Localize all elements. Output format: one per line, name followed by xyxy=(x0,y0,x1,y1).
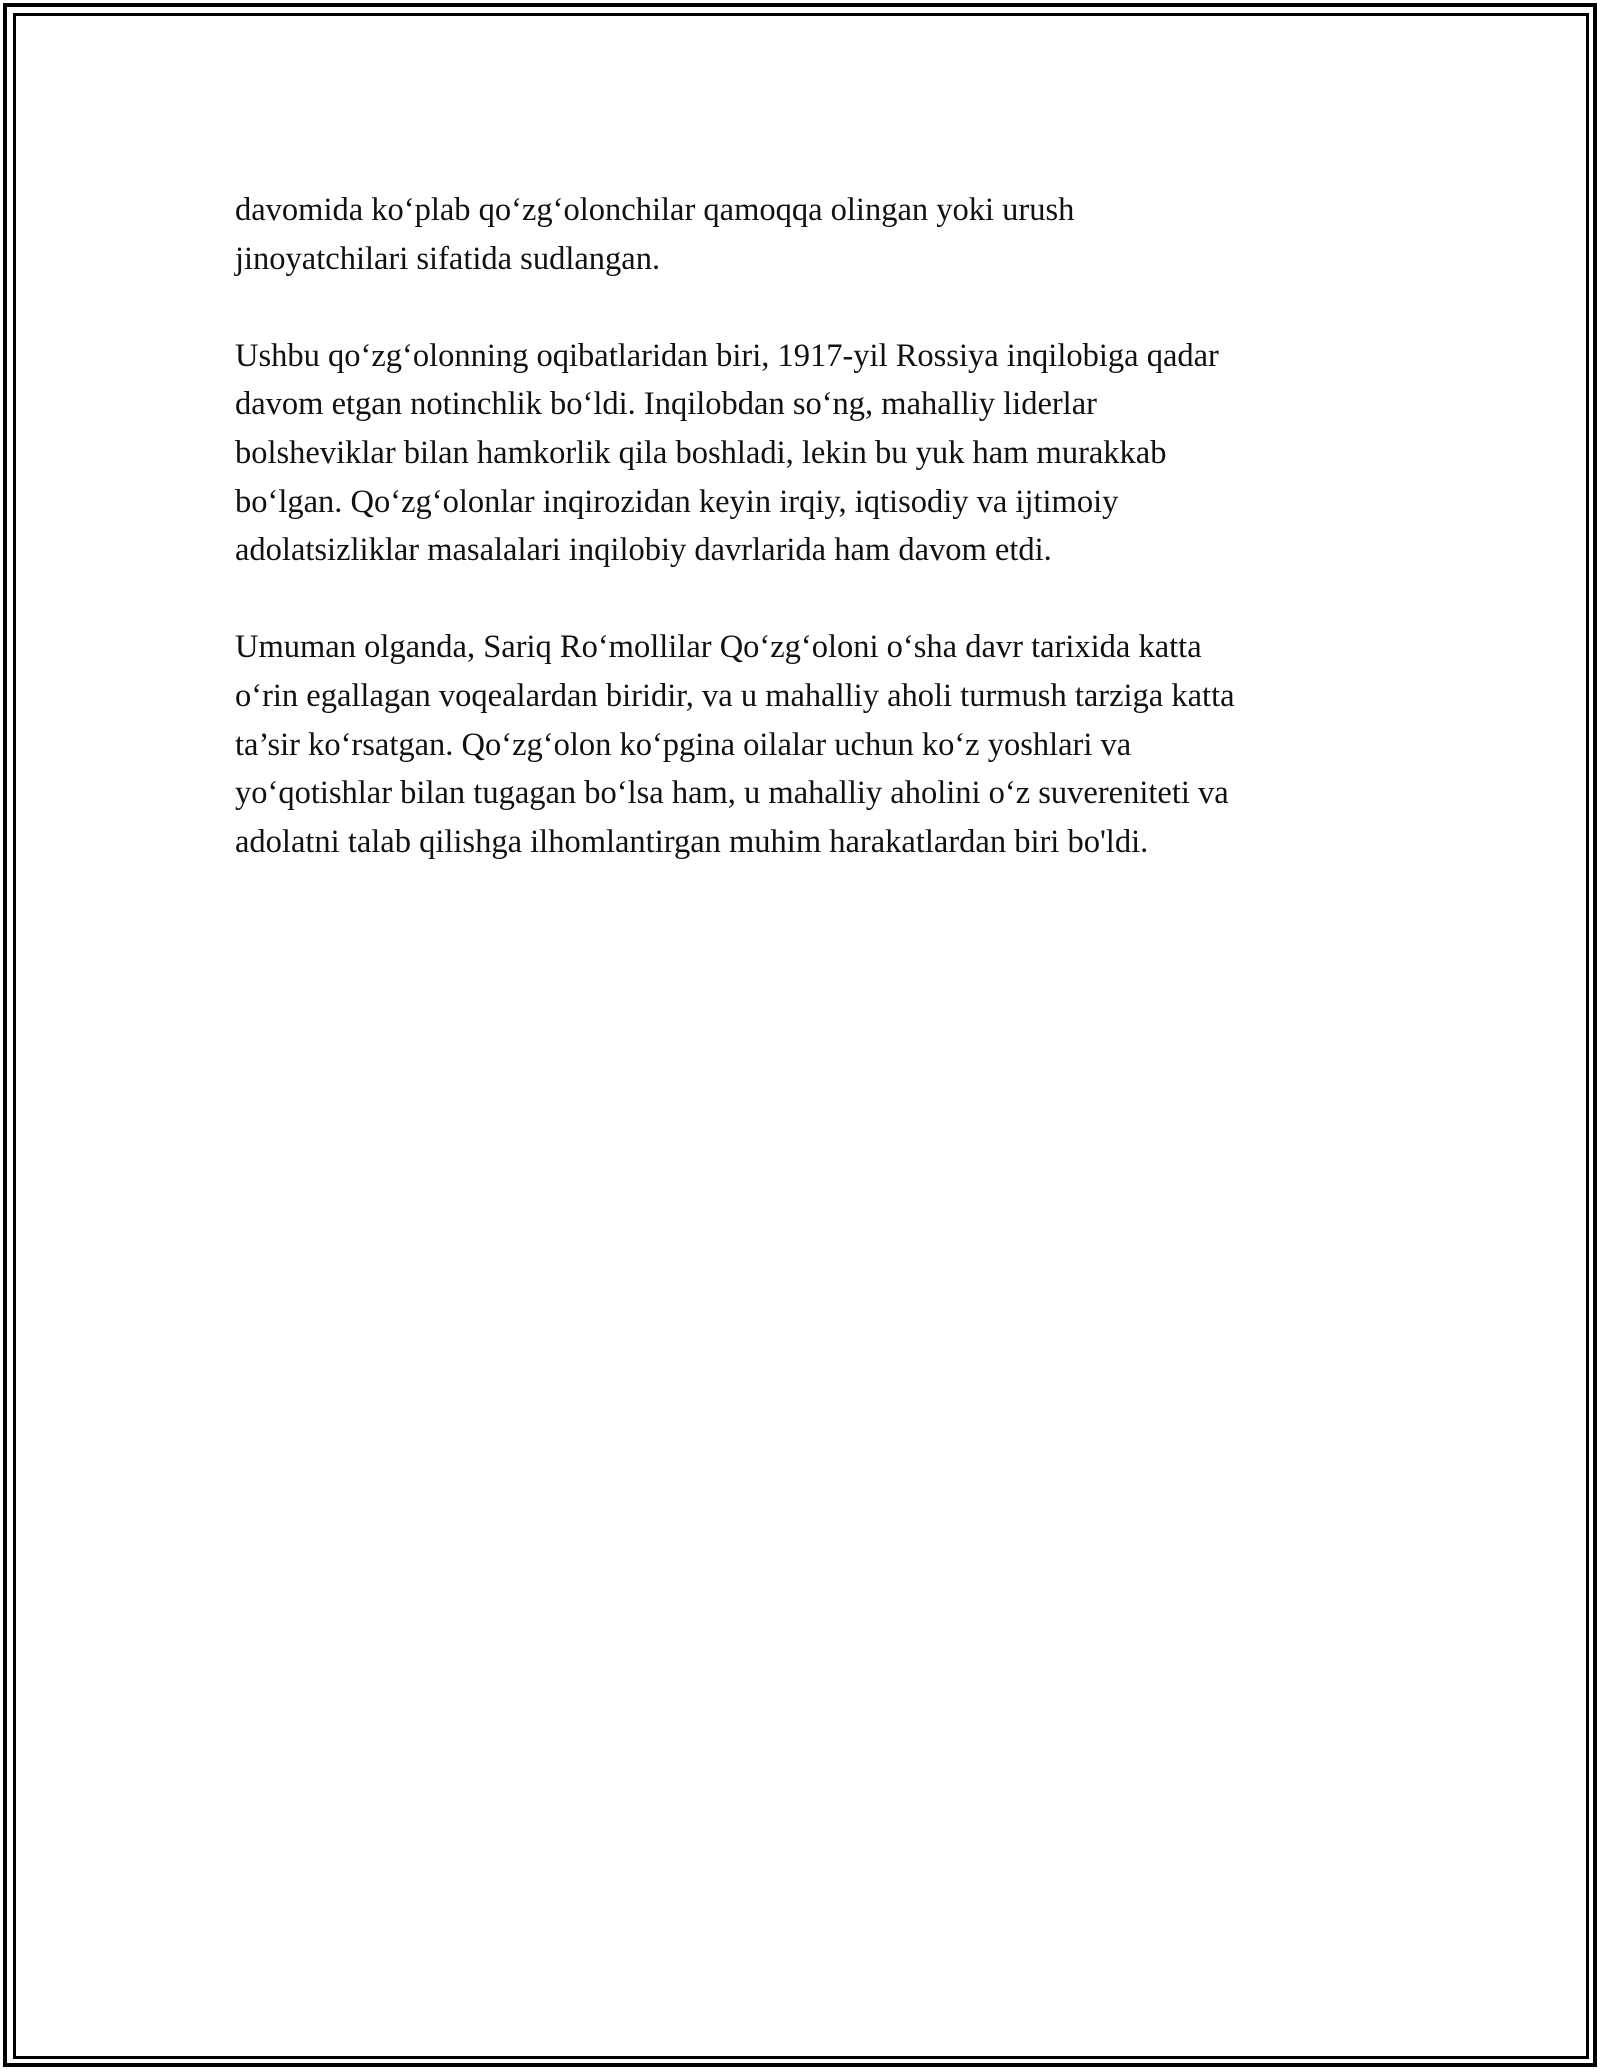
text-line: Umuman olganda, Sariq Ro‘mollilar Qo‘zg‘oloni o‘sha davr tarixida katta xyxy=(235,629,1202,666)
paragraph xyxy=(235,332,1385,575)
text-line: ta’sir ko‘rsatgan. Qo‘zg‘olon ko‘pgina oilalar uchun ko‘z yoshlari va xyxy=(235,726,1132,763)
text-line: bo‘lgan. Qo‘zg‘olonlar inqirozidan keyin irqiy, iqtisodiy va ijtimoiy xyxy=(235,483,1119,520)
text-line: o‘rin egallagan voqealardan biridir, va u mahalliy aholi turmush tarziga katta xyxy=(235,677,1235,714)
text-line: bolsheviklar bilan hamkorlik qila boshladi, lekin bu yuk ham murakkab xyxy=(235,434,1167,471)
paragraph xyxy=(235,623,1385,866)
text-line: davomida ko‘plab qo‘zg‘olonchilar qamoqqa olingan yoki urush xyxy=(235,192,1075,228)
text-line: jinoyatchilari sifatida sudlangan. xyxy=(235,240,661,277)
text-line: davom etgan notinchlik bo‘ldi. Inqilobdan so‘ng, mahalliy liderlar xyxy=(235,386,1097,423)
paragraph xyxy=(235,186,1385,283)
text-line: adolatni talab qilishga ilhomlantirgan muhim harakatlardan biri bo'ldi. xyxy=(235,823,1149,860)
document-body xyxy=(235,186,1385,915)
text-line: adolatsizliklar masalalari inqilobiy davrlarida ham davom etdi. xyxy=(235,532,1052,569)
text-line: yo‘qotishlar bilan tugagan bo‘lsa ham, u mahalliy aholini o‘z suvereniteti va xyxy=(235,775,1229,812)
text-line: Ushbu qo‘zg‘olonning oqibatlaridan biri, 1917-yil Rossiya inqilobiga qadar xyxy=(235,337,1219,374)
